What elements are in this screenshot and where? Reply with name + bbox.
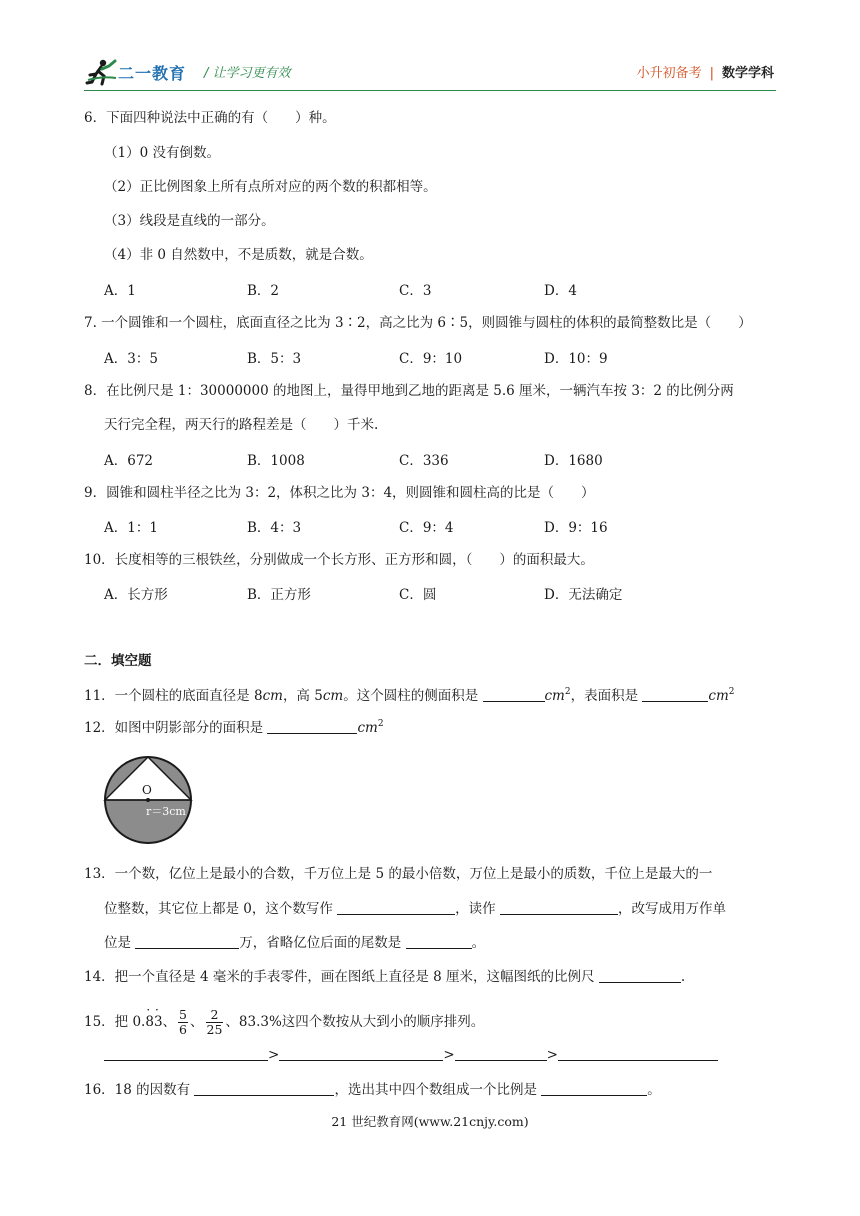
q13-blank-read[interactable] [500,900,618,915]
q12-blank-shaded-area[interactable] [267,719,357,734]
q6-options [104,279,784,299]
q11 [84,686,784,706]
q10-option-a[interactable]: A．长方形 [104,587,168,603]
q10-option-c[interactable]: C．圆 [399,587,437,603]
header-subject [637,62,774,81]
q13-text-3a: 位是 [104,935,136,951]
slogan: / 让学习更有效 [204,66,291,81]
q13-text-3c: 。 [471,935,486,951]
circle-center-label: O [142,783,152,797]
q8-options [104,449,784,469]
q15-blank-2[interactable] [279,1046,443,1061]
page-header [0,0,860,100]
q6-statement-3: （3）线段是直线的一部分。 [104,213,275,229]
section-title-fill-in: 二．填空题 [84,653,152,669]
header-divider [84,90,776,91]
q8-option-b[interactable]: B．1008 [247,453,305,469]
q12-unit: cm [357,720,378,736]
q16-blank-factors[interactable] [194,1081,334,1096]
runner-logo-icon [84,58,118,86]
q13-text-2a: 位整数，其它位上都是 0，这个数写作 [104,901,338,917]
q7-options [104,347,784,367]
q6-statement-4: （4）非 0 自然数中，不是质数，就是合数。 [104,247,373,263]
q12 [84,718,784,738]
q13-text-3b: 万，省略亿位后面的尾数是 [239,935,406,951]
q9-option-a[interactable]: A．1：1 [104,520,158,536]
q15-blank-4[interactable] [558,1046,718,1061]
q12-circle-figure [102,754,194,846]
q14 [84,967,784,987]
q8-stem-line-2: 天行完全程，两天行的路程差是（ ）千米. [104,417,379,433]
q15-sep-2: 、 [190,1014,204,1030]
circle-radius-label: r＝3cm [146,805,186,818]
q12-text: 12．如图中阴影部分的面积是 [84,720,268,736]
q13-line-1: 13．一个数，亿位上是最小的合数，千万位上是 5 的最小倍数，万位上是最小的质数，千位上是最大的一 [84,866,713,882]
q10-option-d[interactable]: D．无法确定 [544,587,623,603]
q11-unit-4: cm [708,688,729,704]
q13-blank-wan[interactable] [135,934,239,949]
q9-option-c[interactable]: C．9：4 [399,520,454,536]
q6-option-a[interactable]: A．1 [104,283,136,299]
q9-option-d[interactable]: D．9：16 [544,520,608,536]
q8-stem-line-1: 8．在比例尺是 1：30000000 的地图上，量得甲地到乙地的距离是 5.6 厘米，一辆汽车按 3：2 的比例分两 [84,383,734,399]
q16-text-3: 。 [647,1082,661,1098]
q11-text-4: ，表面积是 [570,688,643,704]
q8-option-a[interactable]: A．672 [104,453,154,469]
circle-shaded-diagram [102,754,194,846]
q15-blank-1[interactable] [104,1046,268,1061]
q13-line-2 [104,899,804,919]
q13-text-2c: ，改写成用万作单 [617,901,726,917]
q15-frac2-den: 25 [206,1022,223,1037]
q10-option-b[interactable]: B．正方形 [247,587,311,603]
q13-blank-written[interactable] [337,900,455,915]
q11-blank-lateral-area[interactable] [483,687,545,702]
q16-blank-proportion[interactable] [541,1081,647,1096]
q15-sep-1: 、 [162,1014,177,1030]
q13-blank-approx[interactable] [406,934,472,949]
q7-option-d[interactable]: D．10：9 [544,351,608,367]
q15 [84,1007,784,1037]
q15-frac1-den: 6 [179,1022,187,1037]
q15-order-blanks [104,1045,804,1065]
q7-option-b[interactable]: B．5：3 [247,351,302,367]
logo-text: 二一教育 [118,64,187,83]
q11-unit-3: cm [544,688,565,704]
q8-option-c[interactable]: C．336 [399,453,449,469]
q16 [84,1080,784,1100]
q11-text-2: ，高 5 [282,688,323,704]
q6-option-d[interactable]: D．4 [544,283,577,299]
q14-blank-scale[interactable] [599,968,681,983]
q14-end: . [680,969,686,985]
header-subject-label: 数学学科 [721,66,774,81]
q15-frac1-num: 5 [179,1007,187,1022]
q8-option-d[interactable]: D．1680 [544,453,603,469]
q11-sup-2: 2 [728,687,735,697]
q15-blank-3[interactable] [455,1046,547,1061]
page-footer: 21 世纪教育网(www.21cnjy.com) [331,1114,529,1129]
q15-gt-1: > [268,1047,280,1063]
q6-option-c[interactable]: C．3 [399,283,432,299]
q12-sup: 2 [377,719,384,729]
q9-options [104,516,784,536]
q11-text-1: 11．一个圆柱的底面直径是 8 [84,688,263,704]
q15-frac2-num: 2 [206,1008,224,1023]
q6-statement-2: （2）正比例图象上所有点所对应的两个数的积都相等。 [104,179,437,195]
q15-repeat-digit-1: · 8 [145,1007,154,1037]
q13-text-2b: ，读作 [455,901,500,917]
q6-statement-1: （1）0 没有倒数。 [104,145,220,161]
q10-options [104,583,784,603]
q15-gt-2: > [443,1047,455,1063]
q14-text: 14．把一个直径是 4 毫米的手表零件，画在图纸上直径是 8 厘米，这幅图纸的比例尺 [84,969,599,985]
q6-stem: 6．下面四种说法中正确的有（ ）种。 [84,110,336,126]
q11-unit-1: cm [262,688,283,704]
q7-stem: 7. 一个圆锥和一个圆柱，底面直径之比为 3∶2，高之比为 6∶5，则圆锥与圆柱的体积的最简整数比是（ ） [84,315,752,331]
q9-stem: 9．圆锥和圆柱半径之比为 3：2，体积之比为 3：4，则圆锥和圆柱高的比是（ ） [84,485,595,501]
q15-text-2: 、83.3%这四个数按从大到小的顺序排列。 [225,1014,485,1030]
q7-option-c[interactable]: C．9：10 [399,351,463,367]
q11-sup-1: 2 [564,687,571,697]
q7-option-a[interactable]: A．3：5 [104,351,158,367]
q15-repeat-digit-2: · 3 [154,1007,163,1037]
q10-stem: 10．长度相等的三根铁丝，分别做成一个长方形、正方形和圆，（ ）的面积最大。 [84,552,594,568]
header-exam-label: 小升初备考 [636,66,702,81]
logo [84,58,204,88]
q15-fraction-5-6 [178,1008,188,1037]
q15-text-1: 15．把 0. [84,1014,146,1030]
q15-fraction-2-25 [206,1008,224,1037]
q11-blank-surface-area[interactable] [642,687,708,702]
q16-text-2: ，选出其中四个数组成一个比例是 [334,1082,542,1098]
header-separator: | [709,66,714,81]
q16-text-1: 16．18 的因数有 [84,1082,195,1098]
q11-unit-2: cm [322,688,344,704]
q13-line-3 [104,933,804,953]
q9-option-b[interactable]: B．4：3 [247,520,302,536]
q11-text-3: 。这个圆柱的侧面积是 [343,688,483,704]
q6-option-b[interactable]: B．2 [247,283,280,299]
q15-gt-3: > [546,1047,558,1063]
